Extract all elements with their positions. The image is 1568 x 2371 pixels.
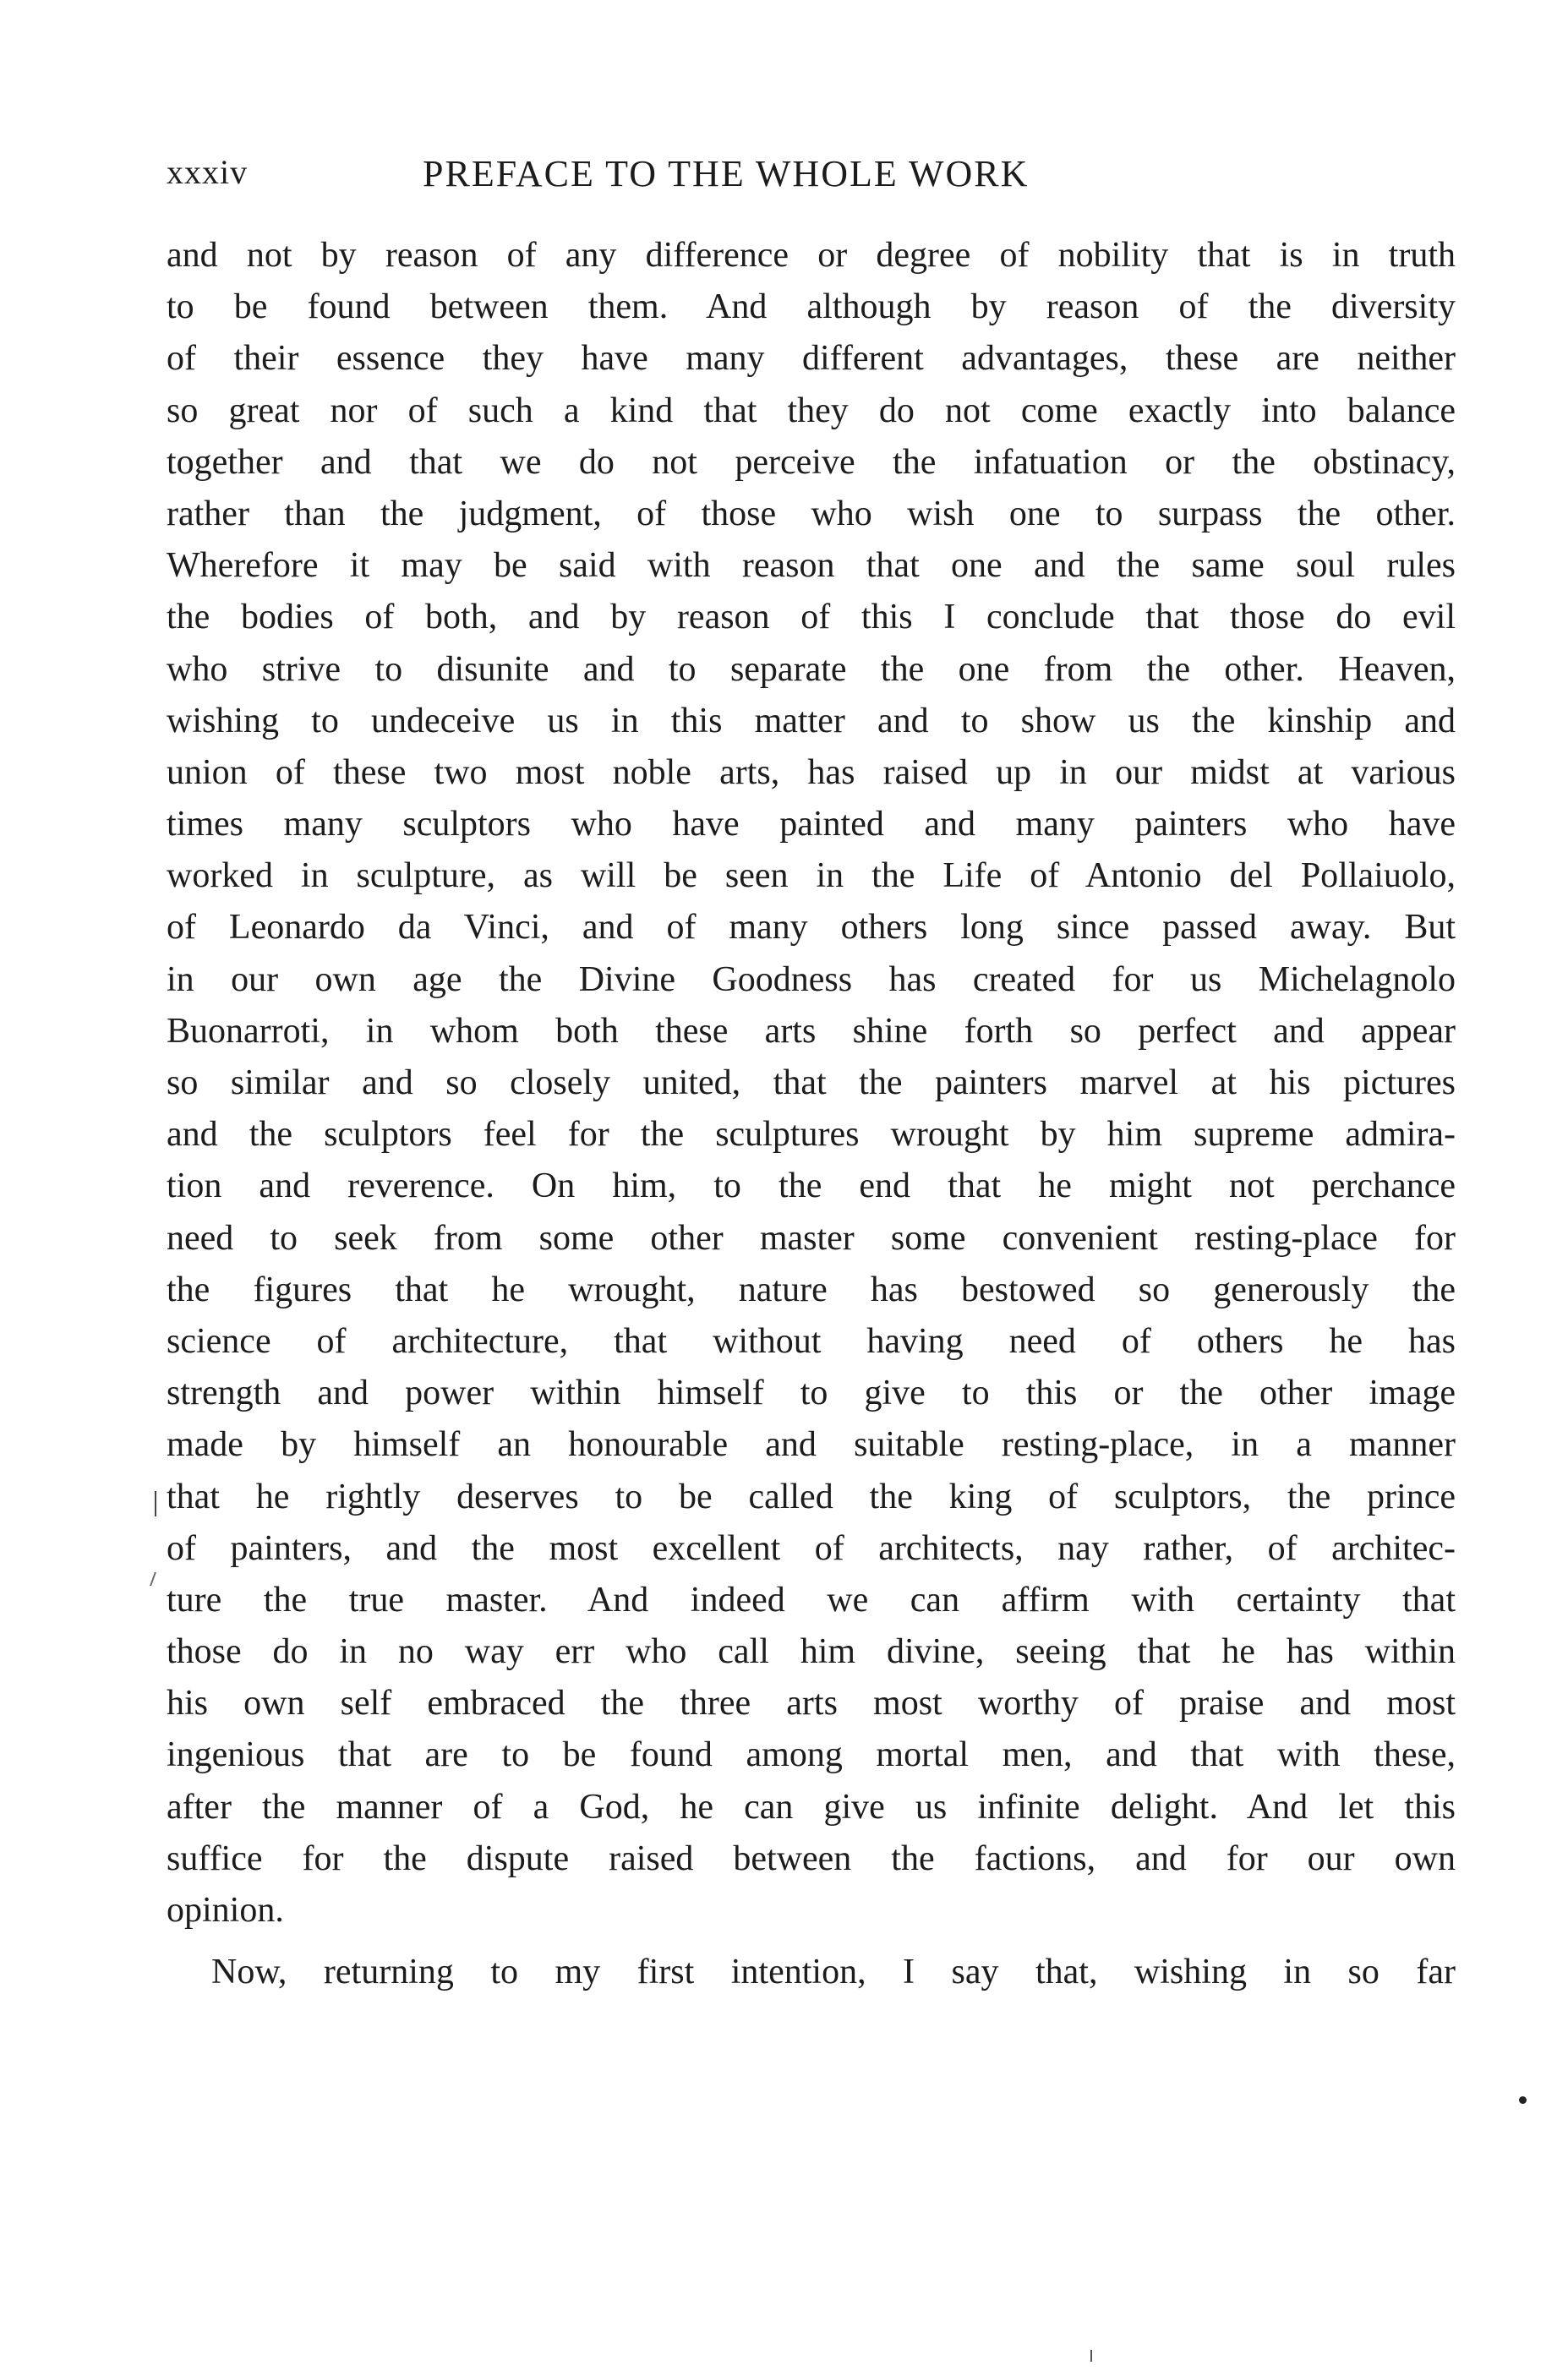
page-header [167,152,1456,203]
text-line: opinion. [167,1891,284,1930]
paragraph-1 [167,230,1456,1937]
text-line: ingenious that are to be found among mortal men, and that with these, [167,1735,1456,1775]
text-line: ture the true master. And indeed we can affirm with certainty that [167,1580,1456,1620]
text-line: tion and reverence. On him, to the end that he might not perchance [167,1166,1456,1206]
text-line: made by himself an honourable and suitable resting-place, in a manner [167,1425,1456,1465]
text-line: and not by reason of any difference or degree of nobility that is in truth [167,236,1456,275]
running-title: PREFACE TO THE WHOLE WORK [423,153,1030,194]
text-line: the bodies of both, and by reason of this I conclude that those do evil [167,598,1456,637]
ink-speck [1090,2350,1092,2362]
text-line: suffice for the dispute raised between the factions, and for our own [167,1838,1456,1878]
text-line: after the manner of a God, he can give us infinite delight. And let this [167,1787,1456,1827]
page-number: xxxiv [167,153,249,191]
text-line: those do in no way err who call him divine, seeing that he has within [167,1632,1456,1672]
text-line: who strive to disunite and to separate the one from the other. Heaven, [167,649,1456,689]
text-line: of Leonardo da Vinci, and of many others long since passed away. But [167,908,1456,948]
text-line: Now, returning to my first intention, I say that, wishing in so far [211,1953,1456,1992]
text-line: times many sculptors who have painted and many painters who have [167,805,1456,844]
margin-mark [155,1491,156,1516]
paragraph-2 [167,1947,1456,1998]
text-line: of their essence they have many different advantages, these are neither [167,339,1456,379]
text-line: strength and power within himself to give to this or the other image [167,1374,1456,1413]
text-line: so great nor of such a kind that they do not come exactly into balance [167,391,1456,430]
text-line: wishing to undeceive us in this matter and to show us the kinship and [167,701,1456,740]
paragraph-gap [167,1937,1456,1947]
margin-mark [150,1572,165,1586]
text-line: worked in sculpture, as will be seen in the Life of Antonio del Pollaiuolo, [167,856,1456,896]
text-line: together and that we do not perceive the infatuation or the obstinacy, [167,442,1456,482]
text-line: and the sculptors feel for the sculptures wrought by him supreme admira- [167,1115,1456,1155]
body-text [167,230,1456,1998]
text-line: his own self embraced the three arts most worthy of praise and most [167,1684,1456,1724]
ink-spot [1519,2096,1527,2104]
text-line: union of these two most noble arts, has raised up in our midst at various [167,752,1456,792]
text-line: in our own age the Divine Goodness has created for us Michelagnolo [167,959,1456,999]
text-line: that he rightly deserves to be called the king of sculptors, the prince [167,1477,1456,1516]
text-line: to be found between them. And although by reason of the diversity [167,287,1456,327]
text-line: so similar and so closely united, that the painters marvel at his pictures [167,1063,1456,1102]
text-line: rather than the judgment, of those who wish one to surpass the other. [167,494,1456,533]
text-line: need to seek from some other master some convenient resting-place for [167,1218,1456,1258]
text-line: of painters, and the most excellent of architects, nay rather, of architec- [167,1528,1456,1568]
text-line: Buonarroti, in whom both these arts shine forth so perfect and appear [167,1011,1456,1051]
text-line: science of architecture, that without having need of others he has [167,1321,1456,1361]
text-line: Wherefore it may be said with reason that one and the same soul rules [167,546,1456,586]
text-line: the figures that he wrought, nature has bestowed so generously the [167,1270,1456,1309]
